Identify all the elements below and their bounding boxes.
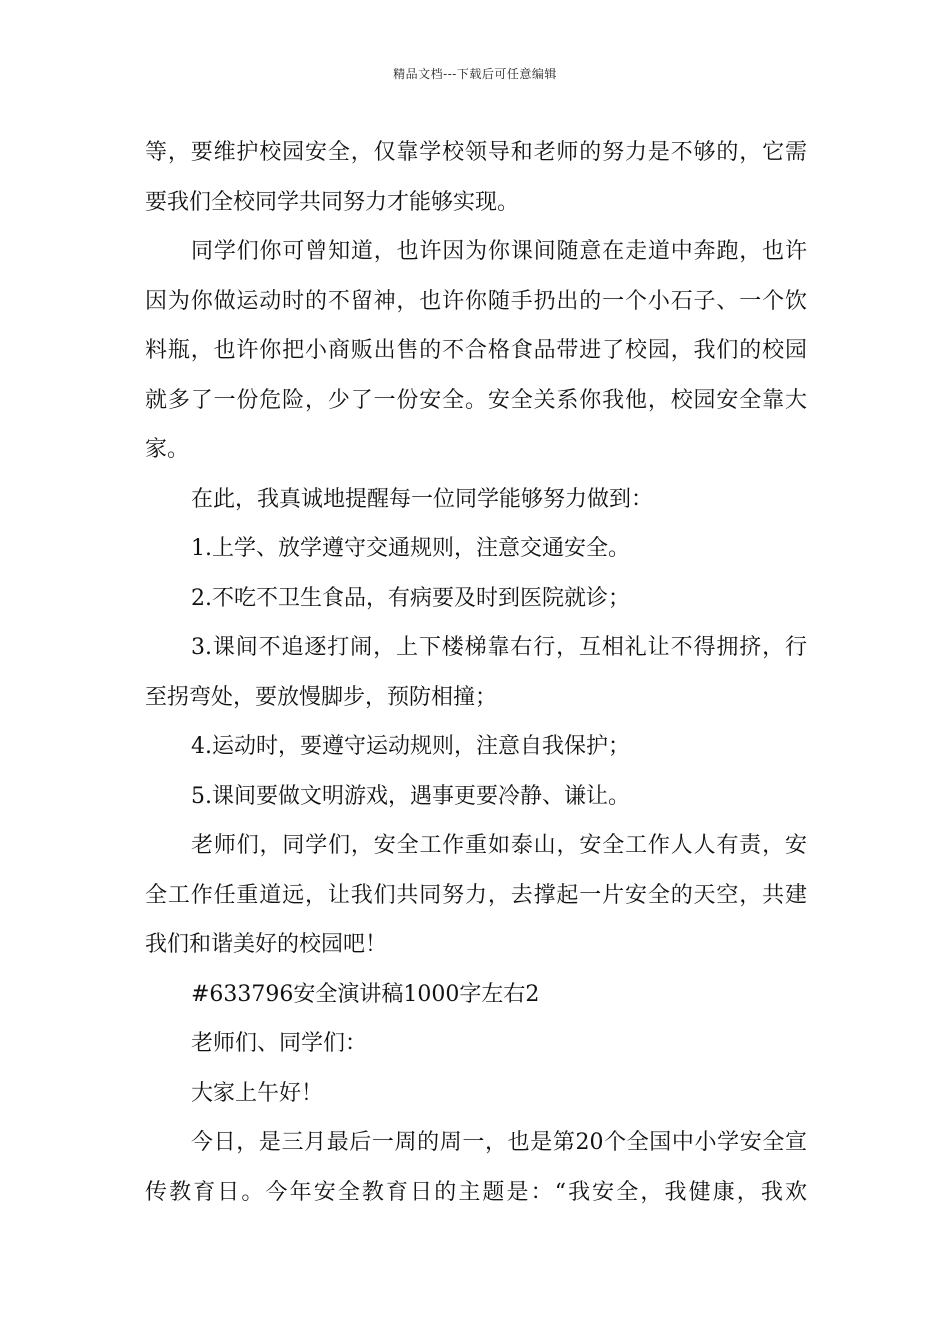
text-line: 料瓶，也许你把小商贩出售的不合格食品带进了校园，我们的校园 [145, 338, 807, 363]
text-line: 今日，是三月最后一周的周一，也是第20个全国中小学安全宣 [191, 1130, 807, 1155]
text-line: 我们和谐美好的校园吧！ [145, 932, 388, 957]
text-line: 大家上午好！ [191, 1080, 324, 1106]
text-line: 至拐弯处，要放慢脚步，预防相撞； [145, 684, 498, 710]
page-header: 精品文档---下载后可任意编辑 [393, 67, 557, 81]
text-line: 5.课间要做文明游戏，遇事更要冷静、谦让。 [191, 783, 630, 809]
text-line: 就多了一份危险，少了一份安全。安全关系你我他，校园安全靠大 [145, 387, 807, 413]
text-line: 3.课间不追逐打闹，上下楼梯靠右行，互相礼让不得拥挤，行 [191, 635, 807, 660]
document-body [145, 128, 807, 1217]
text-line: 同学们你可曾知道，也许因为你课间随意在走道中奔跑，也许 [191, 239, 807, 264]
text-line: 老师们、同学们： [191, 1031, 368, 1056]
text-line: 在此，我真诚地提醒每一位同学能够努力做到： [191, 486, 654, 512]
text-line: #633796安全演讲稿1000字左右2 [191, 981, 540, 1007]
text-line: 1.上学、放学遵守交通规则，注意交通安全。 [191, 536, 630, 561]
text-line: 全工作任重道远，让我们共同努力，去撑起一片安全的天空，共建 [145, 882, 807, 908]
text-line: 等，要维护校园安全，仅靠学校领导和老师的努力是不够的，它需 [145, 140, 807, 165]
text-line: 家。 [145, 437, 190, 462]
text-line: 老师们，同学们，安全工作重如泰山，安全工作人人有责，安 [191, 833, 807, 858]
text-line: 因为你做运动时的不留神，也许你随手扔出的一个小石子、一个饮 [145, 288, 807, 314]
text-line: 要我们全校同学共同努力才能够实现。 [145, 189, 520, 215]
text-line: 2.不吃不卫生食品，有病要及时到医院就诊； [191, 585, 630, 611]
text-line: 4.运动时，要遵守运动规则，注意自我保护； [191, 734, 630, 759]
text-line: 传教育日。今年安全教育日的主题是：“我安全，我健康，我欢 [145, 1179, 807, 1205]
